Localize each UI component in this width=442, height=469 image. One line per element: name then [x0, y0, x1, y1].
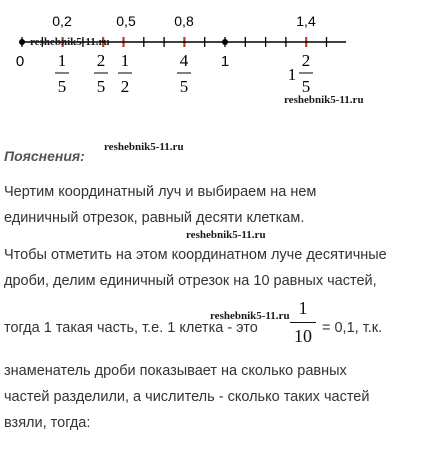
explanation-line-4: дроби, делим единичный отрезок на 10 равных частей, [4, 273, 377, 289]
watermark-4: reshebnik5-11.ru [186, 229, 266, 241]
label-0-2: 0,2 [52, 13, 72, 29]
watermark-2: reshebnik5-11.ru [284, 94, 364, 106]
explanation-line-2: единичный отрезок, равный десяти клеткам. [4, 210, 305, 226]
mixed-whole: 1 [287, 65, 297, 84]
point-zero [19, 39, 25, 45]
watermark-1: reshebnik5-11.ru [30, 36, 110, 48]
mixed-num: 2 [301, 51, 311, 70]
explanation-line-5: тогда 1 такая часть, т.е. 1 клетка - это [4, 320, 258, 336]
label-1-4: 1,4 [296, 13, 316, 29]
explanation-line-1: Чертим координатный луч и выбираем на нем [4, 184, 317, 200]
explanation-line-7: частей разделили, а числитель - сколько таких частей [4, 389, 370, 405]
explanation-line-8: взяли, тогда: [4, 415, 91, 431]
fraction-2-5-den: 5 [96, 77, 106, 96]
number-line-figure [0, 0, 442, 110]
mixed-den: 5 [301, 77, 311, 96]
fraction-1-2-num: 1 [120, 51, 130, 70]
label-0-8: 0,8 [174, 13, 194, 29]
watermark-5: reshebnik5-11.ru [210, 310, 290, 322]
inline-fraction-num: 1 [298, 298, 308, 318]
explanation-line-3: Чтобы отметить на этом координатном луче десятичные [4, 247, 387, 263]
explanation-line-6: знаменатель дроби показывает на сколько равных [4, 363, 347, 379]
point-one [222, 39, 228, 45]
inline-fraction-bar [290, 322, 316, 323]
label-zero: 0 [15, 53, 25, 70]
explanation-line-5-end: = 0,1, т.к. [322, 320, 383, 336]
fraction-1-5-den: 5 [57, 77, 67, 96]
label-one: 1 [220, 53, 230, 70]
inline-fraction-den: 10 [294, 326, 312, 346]
fraction-2-5-num: 2 [96, 51, 106, 70]
fraction-1-5-num: 1 [57, 51, 67, 70]
explanation-heading: Пояснения: [4, 148, 85, 164]
fraction-4-5-den: 5 [179, 77, 189, 96]
fraction-1-2-den: 2 [120, 77, 130, 96]
label-0-5: 0,5 [116, 13, 136, 29]
fraction-4-5-num: 4 [179, 51, 189, 70]
watermark-3: reshebnik5-11.ru [104, 141, 184, 153]
